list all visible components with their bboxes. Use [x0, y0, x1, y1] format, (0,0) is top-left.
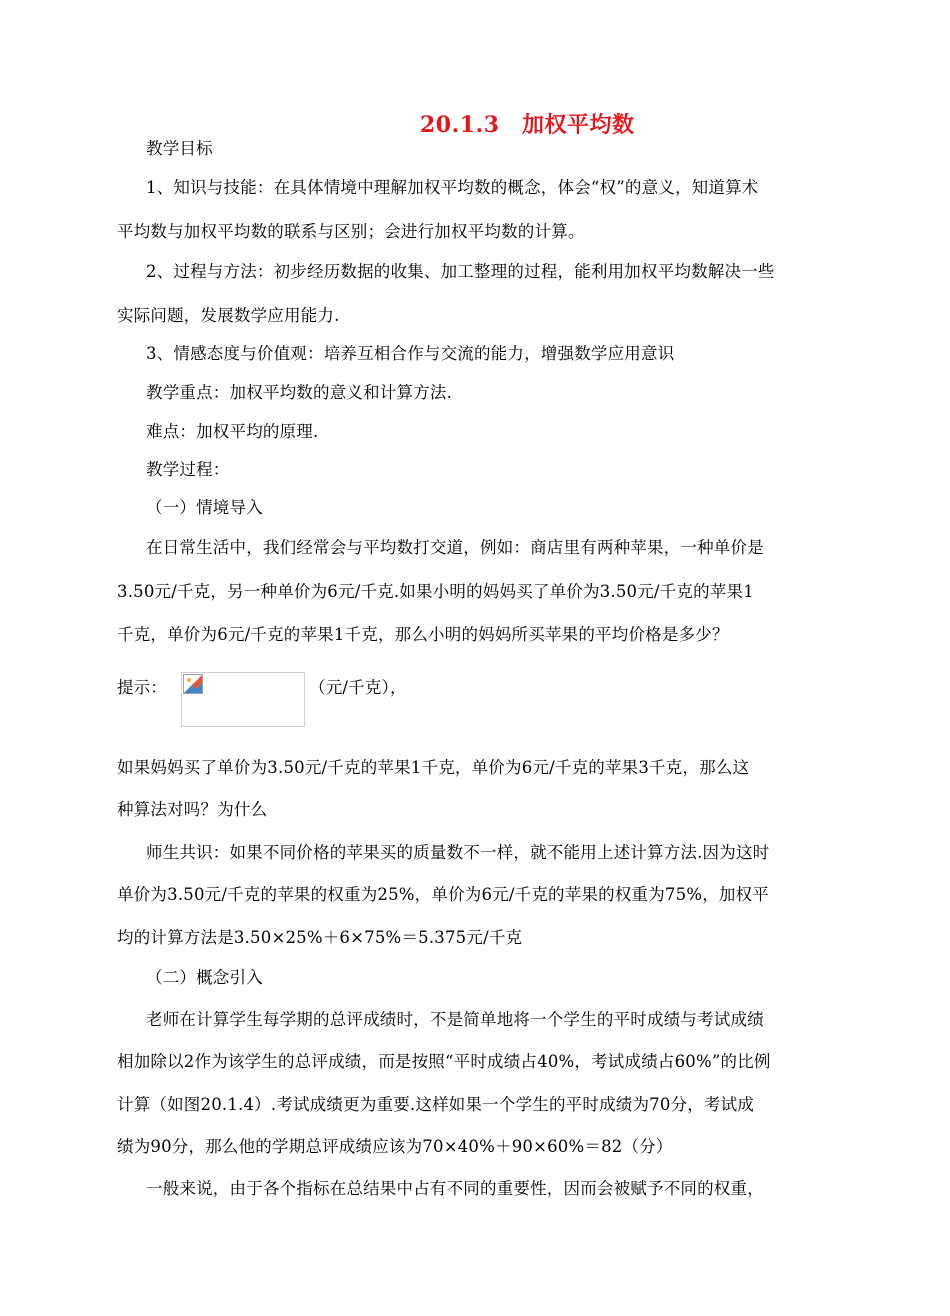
section-heading: （一）情境导入 [146, 498, 263, 517]
hint-unit: （元/千克）， [309, 678, 407, 697]
formula-image-placeholder [181, 672, 305, 727]
text-line: 教学重点：加权平均数的意义和计算方法. [146, 383, 453, 402]
text-line: 一般来说，由于各个指标在总结果中占有不同的重要性，因而会被赋予不同的权重， [146, 1179, 764, 1198]
text-line: 师生共识：如果不同价格的苹果买的质量数不一样，就不能用上述计算方法.因为这时 [146, 843, 770, 862]
text-line: 3、情感态度与价值观：培养互相合作与交流的能力，增强数学应用意识 [146, 344, 675, 363]
document-title: 20.1.3 加权平均数 [420, 112, 635, 138]
text-line: 教学过程： [146, 460, 230, 479]
text-line: 计算（如图20.1.4）.考试成绩更为重要.这样如果一个学生的平时成绩为70分，考试成 [117, 1095, 755, 1114]
text-line: 2、过程与方法：初步经历数据的收集、加工整理的过程，能利用加权平均数解决一些 [146, 262, 775, 281]
broken-image-icon [183, 674, 203, 694]
text-line: 单价为3.50元/千克的苹果的权重为25%，单价为6元/千克的苹果的权重为75%，加权平 [117, 885, 770, 904]
text-line: 绩为90分，那么他的学期总评成绩应该为70×40%＋90×60%＝82（分） [117, 1137, 673, 1156]
text-line: 老师在计算学生每学期的总评成绩时，不是简单地将一个学生的平时成绩与考试成绩 [146, 1010, 764, 1029]
text-line: 千克，单价为6元/千克的苹果1千克，那么小明的妈妈所买苹果的平均价格是多少？ [117, 625, 729, 644]
text-line: 3.50元/千克，另一种单价为6元/千克.如果小明的妈妈买了单价为3.50元/千克的苹果1 [117, 582, 754, 601]
text-line: 1、知识与技能：在具体情境中理解加权平均数的概念，体会“权”的意义，知道算术 [146, 178, 759, 197]
text-line: 种算法对吗？为什么 [117, 800, 268, 819]
text-line: 实际问题，发展数学应用能力. [117, 306, 340, 325]
text-line: 教学目标 [146, 139, 213, 158]
text-line: 如果妈妈买了单价为3.50元/千克的苹果1千克，单价为6元/千克的苹果3千克，那么这 [117, 758, 750, 777]
text-line: 难点：加权平均的原理. [146, 422, 319, 441]
text-line: 在日常生活中，我们经常会与平均数打交道，例如：商店里有两种苹果，一种单价是 [146, 538, 764, 557]
section-heading: （二）概念引入 [146, 968, 263, 987]
text-line: 相加除以2作为该学生的总评成绩，而是按照“平时成绩占40%，考试成绩占60%”的比例 [117, 1052, 771, 1071]
hint-label: 提示： [117, 678, 168, 697]
text-line: 平均数与加权平均数的联系与区别；会进行加权平均数的计算。 [117, 222, 585, 241]
text-line: 均的计算方法是3.50×25%＋6×75%＝5.375元/千克 [117, 928, 523, 947]
